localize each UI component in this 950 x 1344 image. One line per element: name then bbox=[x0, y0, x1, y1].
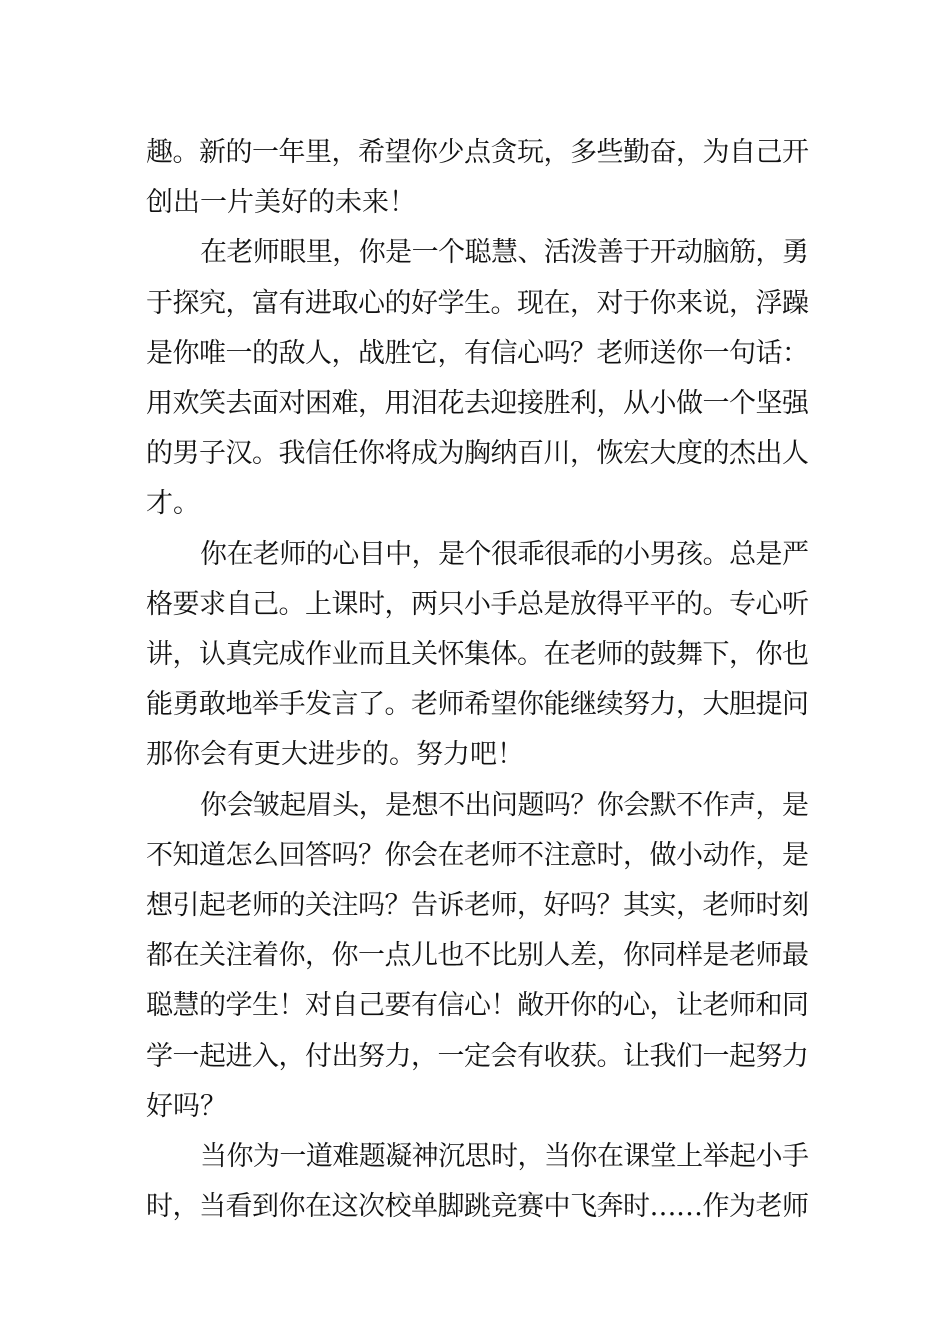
text-line: 学一起进入，付出努力，一定会有收获。让我们一起努力 bbox=[146, 1040, 809, 1072]
text-line: 都在关注着你，你一点儿也不比别人差，你同样是老师最 bbox=[146, 940, 809, 972]
text-line: 能勇敢地举手发言了。老师希望你能继续努力，大胆提问 bbox=[146, 689, 809, 721]
text-line: 的男子汉。我信任你将成为胸纳百川，恢宏大度的杰出人 bbox=[146, 438, 809, 470]
text-line: 是你唯一的敌人，战胜它，有信心吗？老师送你一句话： bbox=[146, 337, 809, 369]
text-line: 你会皱起眉头，是想不出问题吗？你会默不作声，是 bbox=[200, 789, 808, 821]
text-line: 讲，认真完成作业而且关怀集体。在老师的鼓舞下，你也 bbox=[146, 639, 809, 671]
text-line: 才。 bbox=[146, 488, 200, 520]
paragraph-3 bbox=[146, 530, 808, 781]
text-line: 于探究，富有进取心的好学生。现在，对于你来说，浮躁 bbox=[146, 287, 809, 319]
text-line: 时，当看到你在这次校单脚跳竞赛中飞奔时……作为老师 bbox=[146, 1191, 809, 1223]
text-line: 好吗？ bbox=[146, 1090, 227, 1122]
text-line: 那你会有更大进步的。努力吧！ bbox=[146, 739, 524, 771]
text-line: 你在老师的心目中，是个很乖很乖的小男孩。总是严 bbox=[200, 538, 808, 570]
text-line: 在老师眼里，你是一个聪慧、活泼善于开动脑筋，勇 bbox=[200, 237, 808, 269]
text-line: 用欢笑去面对困难，用泪花去迎接胜利，从小做一个坚强 bbox=[146, 388, 809, 420]
text-line: 想引起老师的关注吗？告诉老师，好吗？其实，老师时刻 bbox=[146, 890, 809, 922]
paragraph-1 bbox=[146, 128, 808, 228]
text-line: 趣。新的一年里，希望你少点贪玩，多些勤奋，为自己开 bbox=[146, 137, 809, 168]
text-line: 格要求自己。上课时，两只小手总是放得平平的。专心听 bbox=[146, 588, 809, 620]
paragraph-2 bbox=[146, 228, 808, 529]
text-line: 当你为一道难题凝神沉思时，当你在课堂上举起小手 bbox=[200, 1141, 808, 1173]
paragraph-4 bbox=[146, 781, 808, 1132]
text-line: 不知道怎么回答吗？你会在老师不注意时，做小动作，是 bbox=[146, 839, 809, 871]
document-body bbox=[146, 128, 808, 1232]
paragraph-5 bbox=[146, 1132, 808, 1232]
text-line: 聪慧的学生！对自己要有信心！敞开你的心，让老师和同 bbox=[146, 990, 809, 1022]
text-line: 创出一片美好的未来！ bbox=[146, 187, 416, 219]
